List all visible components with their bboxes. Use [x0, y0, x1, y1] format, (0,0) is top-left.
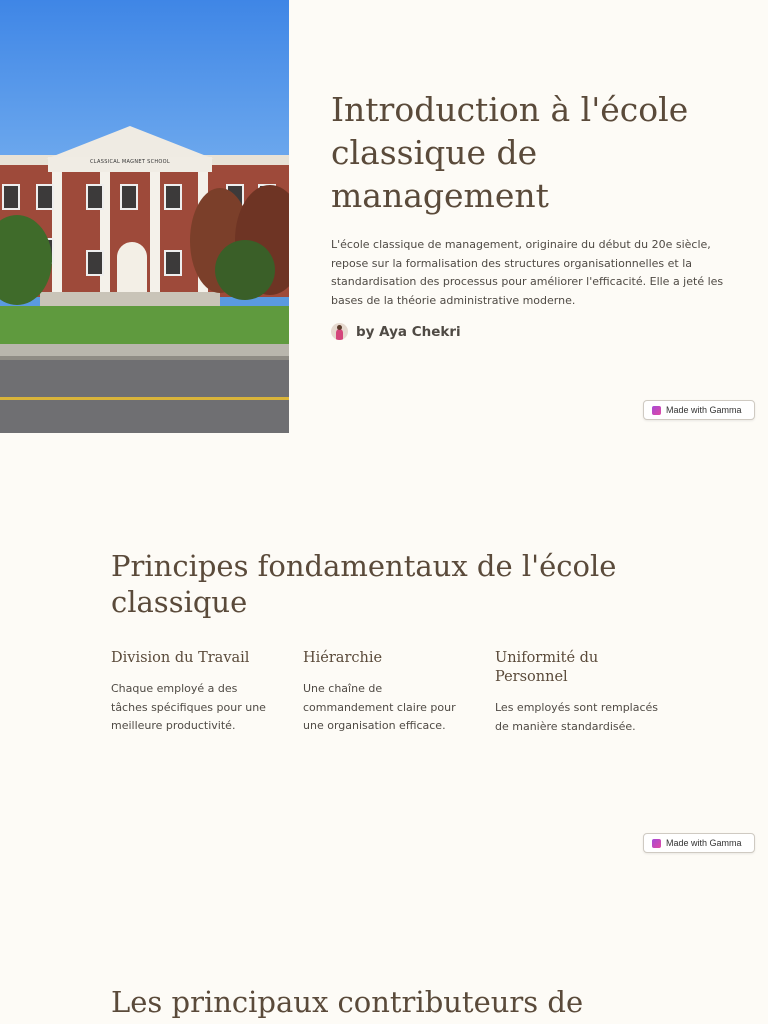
author-line — [331, 323, 461, 340]
badge-label: Made with Gamma — [666, 838, 742, 848]
section-title: Les principaux contributeurs de — [111, 985, 584, 1019]
principles-slide — [0, 433, 768, 866]
school-photo — [0, 0, 289, 433]
author-name: by Aya Chekri — [356, 323, 461, 340]
principle-card — [303, 649, 468, 736]
principle-card — [111, 649, 276, 736]
badge-label: Made with Gamma — [666, 405, 742, 415]
principle-text: Les employés sont remplacés de manière standardisée. — [495, 701, 659, 733]
principle-card — [495, 649, 660, 736]
principle-text: Chaque employé a des tâches spécifiques pour une meilleure productivité. — [111, 682, 266, 733]
principle-title: Uniformité du Personnel — [495, 650, 599, 685]
contributors-slide — [0, 866, 768, 1024]
principle-title: Hiérarchie — [303, 650, 383, 666]
made-with-gamma-button[interactable] — [643, 400, 755, 420]
made-with-gamma-button[interactable] — [643, 833, 755, 853]
page-title: Introduction à l'école classique de management — [331, 90, 689, 215]
gamma-logo-icon — [652, 406, 661, 415]
gamma-logo-icon — [652, 839, 661, 848]
section-title: Principes fondamentaux de l'école classique — [111, 549, 617, 619]
avatar — [331, 323, 348, 340]
school-sign: CLASSICAL MAGNET SCHOOL — [90, 159, 170, 165]
intro-slide — [0, 0, 768, 433]
principle-title: Division du Travail — [111, 650, 250, 666]
intro-paragraph: L'école classique de management, originaire du début du 20e siècle, repose sur la formalisation des structures organisationnelles et la standardisation des processus pour améliorer l'efficacité. Elle a jeté les bases de la théorie administrative moderne. — [331, 238, 724, 307]
principle-text: Une chaîne de commandement claire pour une organisation efficace. — [303, 682, 456, 733]
